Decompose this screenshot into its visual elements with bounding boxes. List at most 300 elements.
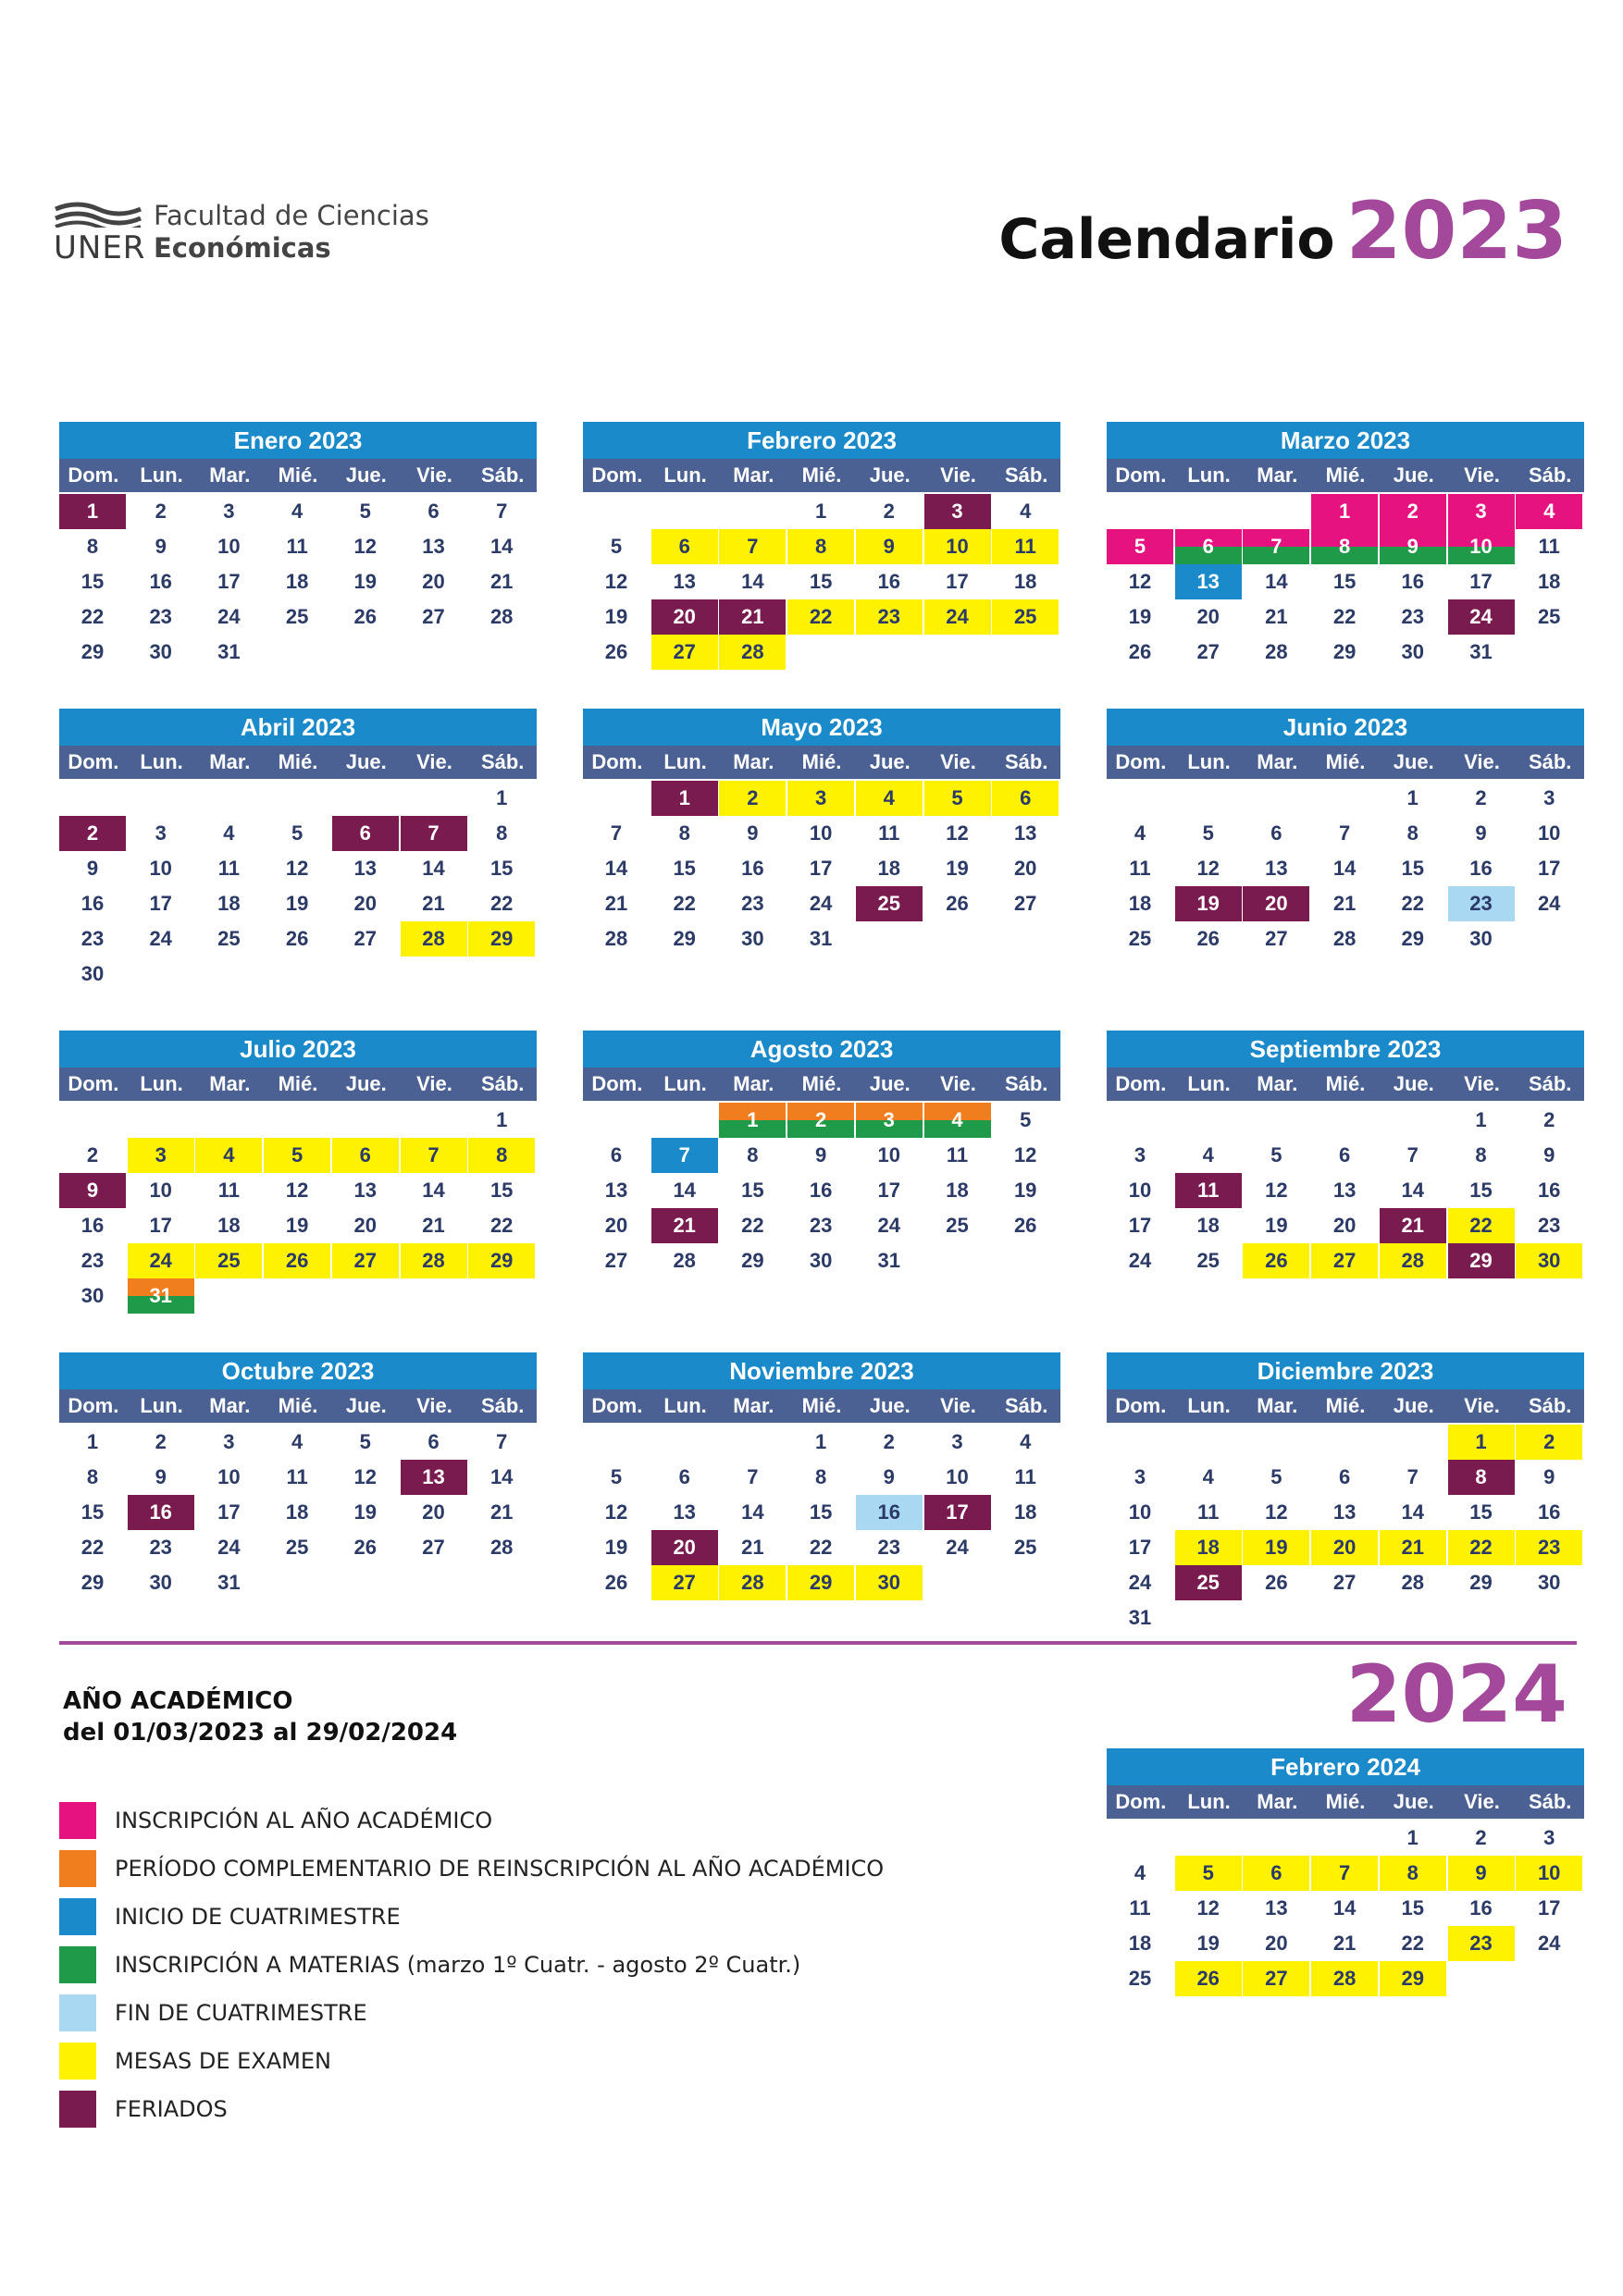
day-cell: 8 bbox=[678, 821, 690, 845]
day-cell: 2 bbox=[155, 1430, 167, 1453]
day-cell: 17 bbox=[924, 1495, 991, 1530]
day-cell: 20 bbox=[1311, 1530, 1378, 1565]
day-cell: 9 bbox=[155, 1465, 167, 1488]
day-cell: 10 bbox=[1128, 1500, 1152, 1524]
month-title: Febrero 2023 bbox=[583, 422, 1060, 459]
day-cell: 30 bbox=[1537, 1571, 1561, 1594]
day-cell: 25 bbox=[217, 927, 241, 950]
day-cell: 29 bbox=[1332, 640, 1357, 663]
day-cell: 23 bbox=[856, 599, 923, 635]
weekday-label: Lun. bbox=[663, 750, 707, 773]
day-cell: 17 bbox=[1128, 1536, 1152, 1559]
day-cell: 7 bbox=[1338, 821, 1351, 845]
day-cell: 6 bbox=[427, 500, 440, 523]
day-cell: 29 bbox=[673, 927, 696, 950]
day-cell: 5 bbox=[1175, 1856, 1242, 1891]
day-cell: 22 bbox=[489, 1214, 514, 1237]
legend-label: MESAS DE EXAMEN bbox=[115, 2048, 331, 2074]
day-cell: 25 bbox=[856, 886, 923, 921]
day-cell: 7 bbox=[747, 1465, 759, 1488]
day-cell: 21 bbox=[1380, 1208, 1446, 1243]
day-cell: 27 bbox=[1196, 640, 1220, 663]
day-cell: 11 bbox=[946, 1143, 969, 1167]
day-cell: 15 bbox=[673, 857, 696, 880]
day-cell: 2 bbox=[1475, 1826, 1487, 1849]
day-cell: 14 bbox=[741, 570, 764, 593]
weekday-label: Mar. bbox=[209, 750, 251, 773]
day-cell: 1 bbox=[814, 1430, 827, 1453]
day-cell: 15 bbox=[1401, 857, 1425, 880]
day-cell: 2 bbox=[1516, 1425, 1582, 1460]
day-cell: 4 bbox=[1020, 1430, 1032, 1453]
month-1 bbox=[59, 422, 537, 672]
day-cell: 27 bbox=[332, 1243, 399, 1278]
day-cell: 4 bbox=[1202, 1465, 1214, 1488]
weekday-label: Vie. bbox=[416, 463, 452, 487]
faculty-line-2: Económicas bbox=[154, 232, 331, 264]
day-cell: 16 bbox=[81, 1214, 105, 1237]
day-cell: 21 bbox=[719, 599, 786, 635]
day-cell: 20 bbox=[1265, 1932, 1288, 1955]
day-cell: 12 bbox=[1265, 1500, 1288, 1524]
day-cell: 30 bbox=[81, 1284, 105, 1307]
day-cell: 2 bbox=[155, 500, 167, 523]
weekday-label: Dom. bbox=[1115, 750, 1167, 773]
day-cell: 7 bbox=[1311, 1856, 1378, 1891]
day-cell: 18 bbox=[1128, 892, 1152, 915]
weekday-label: Dom. bbox=[591, 1072, 643, 1095]
legend-item bbox=[59, 2037, 884, 2085]
day-cell: 7 bbox=[651, 1138, 718, 1173]
day-cell: 30 bbox=[1469, 927, 1493, 950]
day-cell: 8 bbox=[468, 1138, 535, 1173]
day-cell: 7 bbox=[1406, 1143, 1419, 1167]
day-cell: 15 bbox=[81, 1500, 105, 1524]
day-cell: 18 bbox=[285, 570, 309, 593]
day-cell: 4 bbox=[1020, 500, 1032, 523]
day-cell: 30 bbox=[809, 1249, 833, 1272]
day-cell: 22 bbox=[673, 892, 696, 915]
day-cell: 28 bbox=[489, 1536, 514, 1559]
day-cell: 19 bbox=[1243, 1530, 1309, 1565]
day-cell: 14 bbox=[1401, 1179, 1425, 1202]
day-cell: 23 bbox=[1537, 1214, 1561, 1237]
month-title: Junio 2023 bbox=[1107, 709, 1584, 746]
day-cell: 23 bbox=[81, 1249, 105, 1272]
day-cell: 15 bbox=[809, 1500, 833, 1524]
day-cell: 21 bbox=[651, 1208, 718, 1243]
day-cell: 30 bbox=[81, 962, 105, 985]
day-cell: 21 bbox=[1265, 605, 1288, 628]
day-cell: 8 bbox=[1311, 529, 1378, 564]
legend-swatch bbox=[59, 1946, 96, 1983]
weekday-label: Sáb. bbox=[1004, 1394, 1048, 1417]
day-cell: 21 bbox=[422, 892, 445, 915]
day-cell: 12 bbox=[946, 821, 969, 845]
day-cell: 12 bbox=[604, 1500, 628, 1524]
legend-swatch bbox=[59, 1850, 96, 1887]
day-cell: 29 bbox=[741, 1249, 764, 1272]
day-cell: 28 bbox=[1265, 640, 1288, 663]
day-cell: 20 bbox=[651, 1530, 718, 1565]
weekday-label: Lun. bbox=[140, 1072, 183, 1095]
day-cell: 26 bbox=[1175, 1961, 1242, 1996]
day-cell: 17 bbox=[809, 857, 833, 880]
day-cell: 10 bbox=[877, 1143, 901, 1167]
day-cell: 18 bbox=[1128, 1932, 1152, 1955]
day-cell: 12 bbox=[285, 857, 309, 880]
weekday-header bbox=[59, 459, 537, 492]
day-cell: 14 bbox=[604, 857, 628, 880]
weekday-label: Lun. bbox=[1187, 463, 1231, 487]
day-cell: 16 bbox=[1469, 1896, 1493, 1920]
day-cell: 7 bbox=[719, 529, 786, 564]
month-7 bbox=[59, 1031, 537, 1315]
weekday-label: Mar. bbox=[733, 1072, 774, 1095]
weekday-label: Dom. bbox=[1115, 1790, 1167, 1813]
day-cell: 25 bbox=[1196, 1249, 1220, 1272]
day-cell: 17 bbox=[149, 892, 172, 915]
day-cell: 10 bbox=[1128, 1179, 1152, 1202]
day-cell: 5 bbox=[359, 1430, 371, 1453]
day-cell: 30 bbox=[1516, 1243, 1582, 1278]
academic-title: AÑO ACADÉMICO bbox=[63, 1687, 293, 1715]
day-cell: 13 bbox=[1013, 821, 1037, 845]
weekday-label: Lun. bbox=[140, 750, 183, 773]
day-cell: 20 bbox=[651, 599, 718, 635]
day-cell: 25 bbox=[1175, 1565, 1242, 1600]
weekday-label: Jue. bbox=[869, 1394, 911, 1417]
day-cell: 12 bbox=[1128, 570, 1152, 593]
day-cell: 26 bbox=[285, 927, 309, 950]
day-cell: 3 bbox=[128, 1138, 194, 1173]
day-cell: 21 bbox=[489, 570, 514, 593]
day-cell: 30 bbox=[1401, 640, 1425, 663]
day-cell: 12 bbox=[604, 570, 628, 593]
day-cell: 17 bbox=[1128, 1214, 1152, 1237]
day-cell: 1 bbox=[1406, 1826, 1419, 1849]
weekday-label: Mié. bbox=[278, 1072, 318, 1095]
faculty-name bbox=[154, 200, 429, 265]
day-cell: 26 bbox=[1196, 927, 1220, 950]
weekday-label: Dom. bbox=[1115, 1072, 1167, 1095]
day-cell: 19 bbox=[604, 605, 628, 628]
weekday-label: Sáb. bbox=[1528, 750, 1572, 773]
day-cell: 13 bbox=[1175, 564, 1242, 599]
day-cell: 13 bbox=[401, 1460, 467, 1495]
weekday-label: Mié. bbox=[1325, 463, 1366, 487]
day-cell: 5 bbox=[610, 1465, 623, 1488]
weekday-header bbox=[1107, 1068, 1584, 1101]
month-title: Febrero 2024 bbox=[1107, 1748, 1584, 1785]
day-cell: 15 bbox=[1332, 570, 1357, 593]
page-title bbox=[998, 185, 1567, 278]
day-cell: 31 bbox=[1128, 1606, 1152, 1629]
month-title: Enero 2023 bbox=[59, 422, 537, 459]
day-cell: 26 bbox=[353, 1536, 378, 1559]
day-cell: 18 bbox=[1196, 1214, 1220, 1237]
day-cell: 4 bbox=[924, 1103, 991, 1138]
day-cell: 16 bbox=[1401, 570, 1425, 593]
day-cell: 2 bbox=[59, 816, 126, 851]
day-cell: 19 bbox=[1196, 1932, 1220, 1955]
day-cell: 14 bbox=[1401, 1500, 1425, 1524]
month-10 bbox=[59, 1352, 537, 1602]
day-cell: 27 bbox=[1013, 892, 1037, 915]
day-cell: 27 bbox=[353, 927, 378, 950]
day-cell: 13 bbox=[1332, 1500, 1357, 1524]
weekday-label: Sáb. bbox=[1528, 1790, 1572, 1813]
day-cell: 11 bbox=[1197, 1500, 1220, 1524]
day-cell: 20 bbox=[353, 892, 378, 915]
day-cell: 16 bbox=[149, 570, 172, 593]
day-cell: 29 bbox=[1448, 1243, 1515, 1278]
legend-label: FERIADOS bbox=[115, 2096, 228, 2122]
day-cell: 23 bbox=[81, 927, 105, 950]
day-cell: 19 bbox=[285, 1214, 309, 1237]
day-cell: 12 bbox=[353, 535, 378, 558]
day-cell: 4 bbox=[1134, 1861, 1146, 1884]
day-cell: 24 bbox=[217, 1536, 241, 1559]
weekday-label: Mié. bbox=[278, 1394, 318, 1417]
day-cell: 29 bbox=[787, 1565, 854, 1600]
day-cell: 10 bbox=[149, 1179, 172, 1202]
day-cell: 3 bbox=[223, 1430, 235, 1453]
month-13 bbox=[1107, 1748, 1584, 1998]
day-cell: 24 bbox=[924, 599, 991, 635]
weekday-label: Mar. bbox=[733, 750, 774, 773]
day-cell: 28 bbox=[1311, 1961, 1378, 1996]
day-cell: 26 bbox=[264, 1243, 330, 1278]
day-cell: 24 bbox=[946, 1536, 969, 1559]
day-cell: 8 bbox=[496, 821, 508, 845]
day-cell: 3 bbox=[787, 781, 854, 816]
month-11 bbox=[583, 1352, 1060, 1602]
day-cell: 8 bbox=[787, 529, 854, 564]
weekday-label: Sáb. bbox=[1528, 463, 1572, 487]
day-cell: 7 bbox=[610, 821, 623, 845]
day-cell: 2 bbox=[719, 781, 786, 816]
day-cell: 21 bbox=[604, 892, 628, 915]
day-cell: 4 bbox=[1134, 821, 1146, 845]
day-cell: 20 bbox=[422, 1500, 445, 1524]
weekday-label: Vie. bbox=[940, 1394, 976, 1417]
day-cell: 20 bbox=[422, 570, 445, 593]
weekday-label: Vie. bbox=[416, 1072, 452, 1095]
day-cell: 21 bbox=[489, 1500, 514, 1524]
day-cell: 17 bbox=[1537, 1896, 1561, 1920]
day-cell: 25 bbox=[1013, 1536, 1037, 1559]
day-cell: 19 bbox=[946, 857, 969, 880]
weekday-label: Dom. bbox=[591, 750, 643, 773]
weekday-label: Jue. bbox=[1393, 750, 1434, 773]
day-cell: 16 bbox=[128, 1495, 194, 1530]
day-cell: 9 bbox=[1543, 1143, 1555, 1167]
day-cell: 19 bbox=[353, 570, 378, 593]
weekday-label: Lun. bbox=[140, 1394, 183, 1417]
day-cell: 11 bbox=[217, 857, 241, 880]
day-cell: 11 bbox=[1129, 857, 1151, 880]
day-cell: 16 bbox=[1537, 1179, 1561, 1202]
day-cell: 29 bbox=[1401, 927, 1425, 950]
day-cell: 31 bbox=[809, 927, 833, 950]
day-cell: 18 bbox=[877, 857, 901, 880]
weekday-label: Vie. bbox=[1464, 1790, 1500, 1813]
day-cell: 15 bbox=[741, 1179, 764, 1202]
weekday-label: Jue. bbox=[1393, 1394, 1434, 1417]
day-cell: 23 bbox=[149, 605, 172, 628]
day-cell: 20 bbox=[353, 1214, 378, 1237]
day-cell: 26 bbox=[1265, 1571, 1288, 1594]
day-cell: 2 bbox=[1543, 1108, 1555, 1131]
day-cell: 27 bbox=[1243, 1961, 1309, 1996]
day-cell: 8 bbox=[86, 535, 99, 558]
weekday-label: Vie. bbox=[940, 1072, 976, 1095]
day-cell: 13 bbox=[1265, 1896, 1288, 1920]
day-cell: 24 bbox=[809, 892, 833, 915]
day-cell: 24 bbox=[1537, 1932, 1561, 1955]
day-cell: 28 bbox=[489, 605, 514, 628]
day-cell: 18 bbox=[1537, 570, 1561, 593]
day-cell: 3 bbox=[155, 821, 167, 845]
faculty-logo bbox=[54, 196, 429, 270]
weekday-label: Jue. bbox=[869, 463, 911, 487]
day-cell: 28 bbox=[1401, 1571, 1425, 1594]
day-cell: 5 bbox=[291, 821, 304, 845]
day-cell: 23 bbox=[1448, 1926, 1515, 1961]
day-cell: 13 bbox=[422, 535, 445, 558]
day-cell: 29 bbox=[468, 1243, 535, 1278]
day-cell: 6 bbox=[427, 1430, 440, 1453]
day-cell: 26 bbox=[353, 605, 378, 628]
day-cell: 10 bbox=[809, 821, 833, 845]
day-cell: 19 bbox=[1128, 605, 1152, 628]
day-cell: 14 bbox=[1332, 1896, 1357, 1920]
day-cell: 30 bbox=[149, 640, 172, 663]
day-cell: 11 bbox=[1129, 1896, 1151, 1920]
day-cell: 17 bbox=[1469, 570, 1493, 593]
day-cell: 24 bbox=[128, 1243, 194, 1278]
day-cell: 3 bbox=[1448, 494, 1515, 529]
weekday-label: Dom. bbox=[1115, 463, 1167, 487]
month-6 bbox=[1107, 709, 1584, 958]
weekday-label: Mié. bbox=[801, 750, 842, 773]
day-cell: 7 bbox=[1243, 529, 1309, 564]
weekday-label: Sáb. bbox=[1004, 1072, 1048, 1095]
day-cell: 6 bbox=[1338, 1465, 1351, 1488]
day-cell: 21 bbox=[1332, 892, 1357, 915]
day-cell: 6 bbox=[651, 529, 718, 564]
weekday-label: Mié. bbox=[801, 1394, 842, 1417]
day-cell: 4 bbox=[291, 500, 304, 523]
day-cell: 1 bbox=[496, 1108, 508, 1131]
day-cell: 17 bbox=[877, 1179, 901, 1202]
day-cell: 24 bbox=[1128, 1249, 1152, 1272]
day-cell: 2 bbox=[1380, 494, 1446, 529]
day-cell: 15 bbox=[81, 570, 105, 593]
weekday-label: Dom. bbox=[591, 463, 643, 487]
weekday-label: Mar. bbox=[1257, 1790, 1298, 1813]
day-cell: 22 bbox=[1401, 892, 1425, 915]
day-cell: 9 bbox=[86, 857, 99, 880]
day-cell: 16 bbox=[877, 570, 901, 593]
day-cell: 14 bbox=[489, 535, 514, 558]
logo-mark: UNER bbox=[54, 229, 146, 266]
weekday-label: Lun. bbox=[140, 463, 183, 487]
day-cell: 6 bbox=[610, 1143, 623, 1167]
day-cell: 16 bbox=[856, 1495, 923, 1530]
day-cell: 3 bbox=[1543, 786, 1555, 809]
weekday-label: Mar. bbox=[209, 1394, 251, 1417]
day-cell: 25 bbox=[992, 599, 1059, 635]
day-cell: 28 bbox=[401, 1243, 467, 1278]
day-cell: 24 bbox=[877, 1214, 901, 1237]
weekday-label: Sáb. bbox=[480, 1394, 525, 1417]
weekday-label: Mar. bbox=[1257, 463, 1298, 487]
weekday-label: Lun. bbox=[1187, 750, 1231, 773]
day-cell: 10 bbox=[217, 1465, 241, 1488]
day-cell: 23 bbox=[1448, 886, 1515, 921]
legend-label: FIN DE CUATRIMESTRE bbox=[115, 2000, 367, 2026]
day-cell: 20 bbox=[604, 1214, 628, 1237]
day-cell: 1 bbox=[1448, 1425, 1515, 1460]
day-cell: 3 bbox=[856, 1103, 923, 1138]
weekday-header bbox=[583, 746, 1060, 779]
day-cell: 1 bbox=[86, 1430, 99, 1453]
weekday-label: Mié. bbox=[801, 1072, 842, 1095]
day-cell: 17 bbox=[149, 1214, 172, 1237]
day-cell: 8 bbox=[1448, 1460, 1515, 1495]
day-cell: 23 bbox=[1401, 605, 1425, 628]
day-cell: 5 bbox=[610, 535, 623, 558]
weekday-header bbox=[583, 459, 1060, 492]
day-cell: 25 bbox=[946, 1214, 969, 1237]
legend-item bbox=[59, 1845, 884, 1893]
day-cell: 16 bbox=[741, 857, 764, 880]
day-cell: 17 bbox=[217, 570, 241, 593]
day-cell: 31 bbox=[217, 640, 241, 663]
day-cell: 13 bbox=[673, 1500, 696, 1524]
day-cell: 16 bbox=[1537, 1500, 1561, 1524]
legend-swatch bbox=[59, 1898, 96, 1935]
day-cell: 9 bbox=[1448, 1856, 1515, 1891]
day-cell: 10 bbox=[149, 857, 172, 880]
day-cell: 19 bbox=[1013, 1179, 1037, 1202]
day-cell: 30 bbox=[741, 927, 764, 950]
month-4 bbox=[59, 709, 537, 994]
day-cell: 9 bbox=[747, 821, 759, 845]
day-cell: 21 bbox=[1332, 1932, 1357, 1955]
academic-year bbox=[63, 1685, 457, 1748]
day-cell: 22 bbox=[1401, 1932, 1425, 1955]
day-cell: 6 bbox=[332, 816, 399, 851]
day-cell: 22 bbox=[81, 1536, 105, 1559]
weekday-label: Mié. bbox=[801, 463, 842, 487]
day-cell: 3 bbox=[924, 494, 991, 529]
legend-label: INICIO DE CUATRIMESTRE bbox=[115, 1904, 401, 1930]
day-cell: 24 bbox=[217, 605, 241, 628]
legend-label: INSCRIPCIÓN A MATERIAS (marzo 1º Cuatr. - agosto 2º Cuatr.) bbox=[115, 1952, 801, 1978]
day-cell: 18 bbox=[217, 1214, 241, 1237]
day-cell: 23 bbox=[741, 892, 764, 915]
day-cell: 11 bbox=[286, 535, 308, 558]
day-cell: 8 bbox=[1475, 1143, 1487, 1167]
day-cell: 2 bbox=[883, 1430, 895, 1453]
day-cell: 11 bbox=[992, 529, 1059, 564]
day-cell: 6 bbox=[1270, 821, 1282, 845]
day-cell: 18 bbox=[1013, 1500, 1037, 1524]
day-cell: 10 bbox=[924, 529, 991, 564]
